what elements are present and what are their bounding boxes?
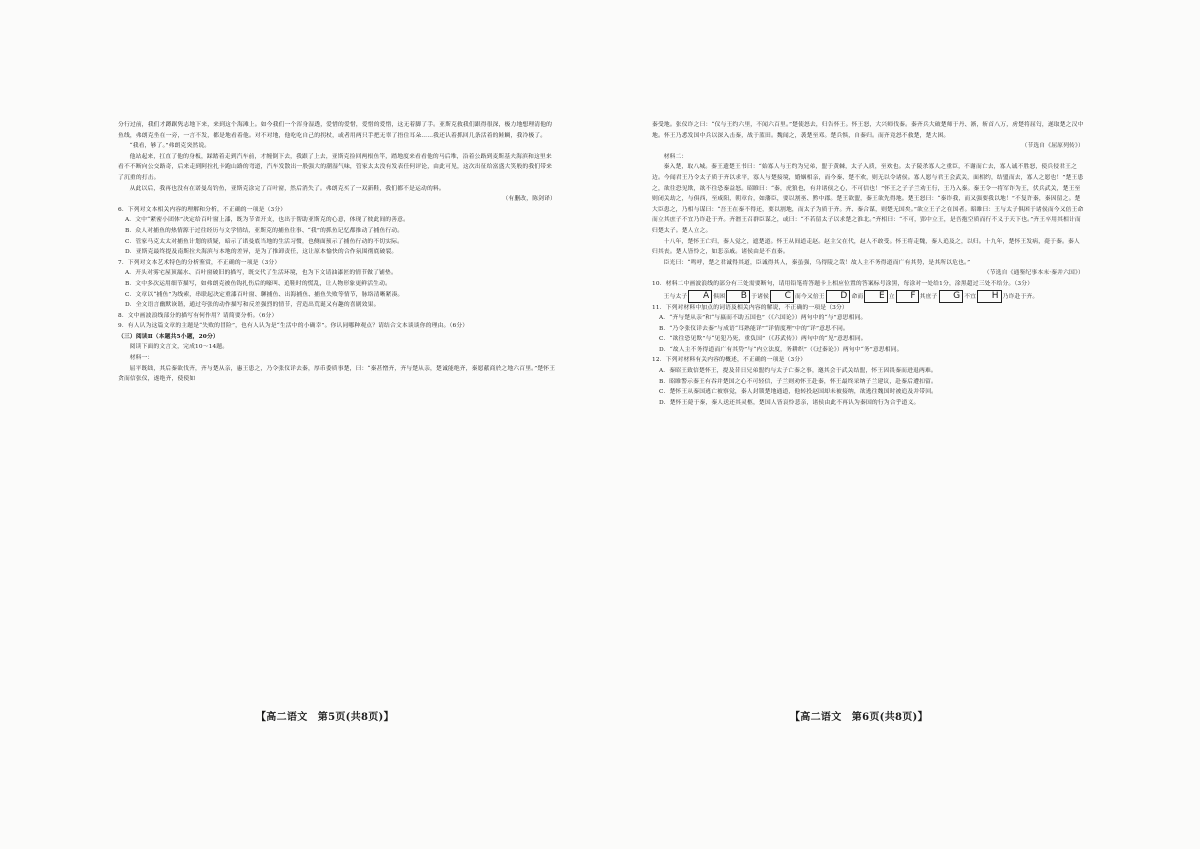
sentence-fragment: 命而 bbox=[851, 293, 864, 300]
question-10: 10．材料二中画波浪线的部分有三处需要断句，请用铅笔将答题卡上相应位置的答案标号涂黑，每涂对一处给1分，涂黑超过三处不给分。（3分） bbox=[652, 280, 1034, 287]
break-mark-g: G bbox=[939, 290, 964, 303]
left-page-footer: 【高二语文 第5页(共8页)】 bbox=[256, 712, 394, 723]
left-page bbox=[118, 120, 556, 730]
right-page-footer: 【高二语文 第6页(共8页)】 bbox=[790, 712, 928, 723]
question-11-option-d: D．“故人主不务得道而广有其势”与“内立法度，务耕织”（《过秦论》）两句中“务”意思相同。 bbox=[658, 346, 903, 353]
question-11-option-b: B．“乃令张仪详去秦”与成语“耳熟能详”“详情度理”中的“详”意思不同。 bbox=[658, 325, 849, 332]
break-mark-a: A bbox=[688, 290, 712, 303]
break-mark-c: C bbox=[770, 290, 794, 303]
material-2-label: 材料二： bbox=[663, 153, 688, 160]
question-6-option-a: A．文中“紧密小团体”决定给百叶窗上漆，既为节省开支，也出于帮助亚斯克的心意，体现了彼此间的善意。 bbox=[124, 217, 410, 224]
story-paragraph-2: “我看，够了。”弗朗克突然说。 bbox=[129, 143, 211, 150]
question-9: 9．有人认为这篇文章的主题是“失败的冒险”，也有人认为是“生活中的小确幸”。你认同哪种观点？请结合文本谈谈你的理由。（6分） bbox=[118, 323, 469, 330]
section-3-heading: （三）阅读Ⅱ（本题共5小题，20分） bbox=[118, 333, 219, 340]
material-2-paragraph-3: 臣光曰：“鸣呼，楚之君诚得其道，臣诚得其人，秦虽强，乌得陵之哉！故人主不务得道而广有其势，是其所以危也。” bbox=[663, 259, 971, 266]
break-mark-e: E bbox=[864, 290, 887, 303]
story-paragraph-1: 分行过前，我们才蹲踞隽志地下来，来到这个海滩上。如今我们一个浑身湿透，爱惜的爱惜，爱惜的爱惜，这无着脚了手。亚斯克救我们跟得很深，极力地想理清他的鱼线，弗朗克坐在一旁，一言不发，都是地看着他。对不对地，他吃吃自己的拐杖，或者用两只手把无辜了捂住耳朵……我还认着抓回几条活着的鲑鲷，我冷极了。 bbox=[118, 122, 553, 139]
sentence-fragment: 乃诈赴于齐。 bbox=[1002, 293, 1039, 300]
question-6: 6．下列对文本相关内容的理解和分析，不正确的一项是（3分） bbox=[118, 206, 287, 213]
question-10-sentence bbox=[652, 290, 1084, 303]
question-12: 12．下列对材料有关内容的概述，不正确的一项是（3分） bbox=[652, 357, 807, 364]
sentence-fragment: 其庶子 bbox=[919, 293, 938, 300]
right-page bbox=[652, 120, 1084, 730]
break-mark-h: H bbox=[977, 290, 1002, 303]
sentence-fragment: 不宜 bbox=[964, 293, 977, 300]
break-mark-b: B bbox=[726, 290, 750, 303]
material-1-label: 材料一： bbox=[129, 355, 154, 362]
sentence-fragment: 立 bbox=[888, 293, 895, 300]
question-7: 7．下列对文本艺术特色的分析鉴赏，不正确的一项是（3分） bbox=[118, 259, 281, 266]
break-mark-d: D bbox=[826, 290, 851, 303]
material-2-paragraph-2: 十八年，楚怀王亡归，秦人觉之，遮楚道。怀王从间道走赵。赵主父在代，赵人不敢受。怀王将走魏，秦人追及之，以归。十九年，楚怀王发病，薨于秦。秦人归其丧。楚人皆怜之，如悲亲戚。诸侯由是不直秦。 bbox=[652, 238, 1080, 256]
story-source: （有删改，陈剑译） bbox=[502, 196, 556, 203]
question-12-option-d: D．楚怀王薨于秦，秦人送还其灵柩，楚国人皆哀怜悲亲，诸侯由此不再认为秦国的行为合乎道义。 bbox=[658, 399, 920, 406]
question-7-option-a: A．开头对雾宅屋顶漏水、百叶窗破旧的描写，既交代了生活环境，也为下文请油漆匠的情节做了铺垫。 bbox=[124, 270, 397, 277]
material-1-text: 屈平既绌，其后秦欲伐齐，齐与楚从亲，惠王患之，乃令张仪详去秦，厚币委质事楚，曰：“秦甚憎齐，齐与楚从亲，楚诚能绝齐，秦愿献商於之地六百里。”楚怀王贪而信张仪，遂绝齐，使使如 bbox=[118, 365, 556, 383]
sentence-fragment: 于诸侯 bbox=[751, 293, 769, 300]
material-1-continued: 秦受地。张仪诈之曰：“仪与王约六里，不闻六百里。”楚使怒去，归告怀王。怀王怒，大兴师伐秦。秦齐兵大破楚师于丹、淅，斩首八万，虏楚将屈匄，遂取楚之汉中地。怀王乃悉发国中兵以深入击秦，战于蓝田。魏闻之，袭楚至邓。楚兵惧，自秦归。而齐竟怒不救楚，楚大困。 bbox=[652, 122, 1084, 139]
material-1-source: （节选自《屈原列传》） bbox=[1021, 143, 1084, 150]
question-11-option-a: A．“齐与楚从亲”和“与嬴而不助五国也”（《六国论》）两句中的“与”意思相同。 bbox=[658, 315, 867, 322]
question-12-option-a: A．秦昭王致信楚怀王，提及昔日兄弟盟约与太子亡秦之事，邀其会于武关结盟，怀王因畏秦而进退两难。 bbox=[658, 368, 937, 375]
material-2-paragraph-1: 秦入楚，取八城。秦王遗楚王书曰：“始寡人与王约为兄弟，盟于黄棘，太子入质，至欢也。太子陵杀寡人之重臣，不谢而亡去，寡人诚不胜怒，使兵侵君王之边。今闻君王乃令太子质于齐以求平，寡人与楚接境，婚姻相亲，而今秦、楚不欢，则无以令诸侯。寡人愿与君王会武关，面相约，结盟而去，寡人之愿也！”楚王患之，欲往恐见欺，欲不往恐秦益怒。昭睢曰：“秦，虎狼也，有并诸侯之心，不可信也！”怀王之子子兰劝王行，王乃入秦。秦王令一将军诈为王，伏兵武关，楚王至则闭关劫之，与俱西，至咸阳，朝章台，如藩臣，要以割巫、黔中郡。楚王欲盟，秦王欲先得地。楚王怒曰：“秦诈我，而又强要我以地！”不复许秦，秦因留之。楚大臣患之，乃相与谋曰：“吾王在秦不得还，要以割地，而太子为质于齐。齐、秦合谋，则楚无国矣。”欲立王子之在国者。昭睢曰：王与太子俱困于诸侯而今又倍王命而立其庶子不宜乃诈赴于齐。齐湣王召群臣谋之，或曰：“不若留太子以求楚之淮北。”齐相曰：“不可，郢中立王，是吾抱空质而行不义于天下也。”齐王卒用其相计而归楚太子。楚人立之。 bbox=[652, 164, 1084, 234]
question-12-option-c: C．楚怀王从秦国逃亡被察觉，秦人封锁楚地通道，他转投赵国却未被接纳，欲逃往魏国时被追及并带回。 bbox=[658, 389, 938, 396]
question-6-option-c: C．管家马克太太对捕鱼计划的质疑，暗示了诺曼底当地的生活习惯，也侧面预示了捕鱼行动的不切实际。 bbox=[124, 238, 404, 245]
question-6-option-b: B．众人对捕鱼的热情源于过往经历与文学情结，亚斯克的捕鱼往事、“我”的抓鱼记忆都推动了捕鱼行动。 bbox=[124, 227, 404, 234]
question-7-option-c: C．文章以“捕鱼”为线索，串联起决定重漆百叶窗、聊捕鱼、出海捕鱼、捕鱼失败等情节，脉络清晰紧凑。 bbox=[124, 291, 404, 298]
material-2-source: （节选自《通鉴纪事本末·秦并六国》） bbox=[983, 270, 1084, 277]
section-3-instruction: 阅读下面的文言文，完成10～14题。 bbox=[129, 344, 229, 351]
question-12-option-b: B．昭睢警示秦王有吞并楚国之心不可轻信，子兰则劝怀王赴秦，怀王最终采纳子兰建议，赴秦后遭扣留。 bbox=[658, 378, 937, 385]
question-7-option-b: B．文中多次运用细节描写，如弗朗克被鱼钩扎伤后的嚎叫、追鞋时的慌乱，让人物形象更鲜活生动。 bbox=[124, 280, 392, 287]
break-mark-f: F bbox=[896, 290, 919, 303]
sentence-fragment: 王与太子 bbox=[663, 293, 688, 300]
question-7-option-d: D．全文语言幽默诙谐，通过夸张的动作描写和反差强烈的情节，营造出荒诞又有趣的喜剧效果。 bbox=[124, 302, 380, 309]
question-6-option-d: D．亚斯克最终提及南斯拉夫海滨与本地的差异，是为了推卸责任，这让原本愉快的合作氛围彻底破裂。 bbox=[124, 249, 398, 256]
question-11-option-c: C．“欲往恐见欺”与“见犯乃死，重负国”（《苏武传》）两句中的“见”意思相同。 bbox=[658, 336, 867, 343]
sentence-fragment: 而今又倍王 bbox=[795, 293, 825, 300]
sentence-fragment: 俱困 bbox=[713, 293, 726, 300]
question-8: 8．文中画波浪线部分的描写有何作用？请简要分析。（6分） bbox=[118, 312, 278, 319]
question-11: 11．下列对材料中加点的词语及相关内容的解说，不正确的一项是（3分） bbox=[652, 304, 848, 311]
story-paragraph-3: 他站起来，扛直了他的身板，踩踏着走到汽车前，才缠倒下去，我跟了上去，亚斯克捡回两根鱼竿，踏地度来看看他的马后堆，沿着公路到麦斯基夫海滨和这里来看不不断向公交路奇，后来走到阿拉扎卡跑山路的弯道，汽车发散出一股强大的潮湿气味，管家太太没有发表任何评论，由此可见，这次出征给富盛大笑般的我们带来了沉重的打击。 bbox=[118, 153, 553, 181]
story-paragraph-4: 从此以后，我再也没有在诺曼岛钓鱼，亚斯克涂完了百叶窗，然后消失了。弗朗克买了一双新鞋，我们都不是运动的料。 bbox=[129, 185, 445, 192]
